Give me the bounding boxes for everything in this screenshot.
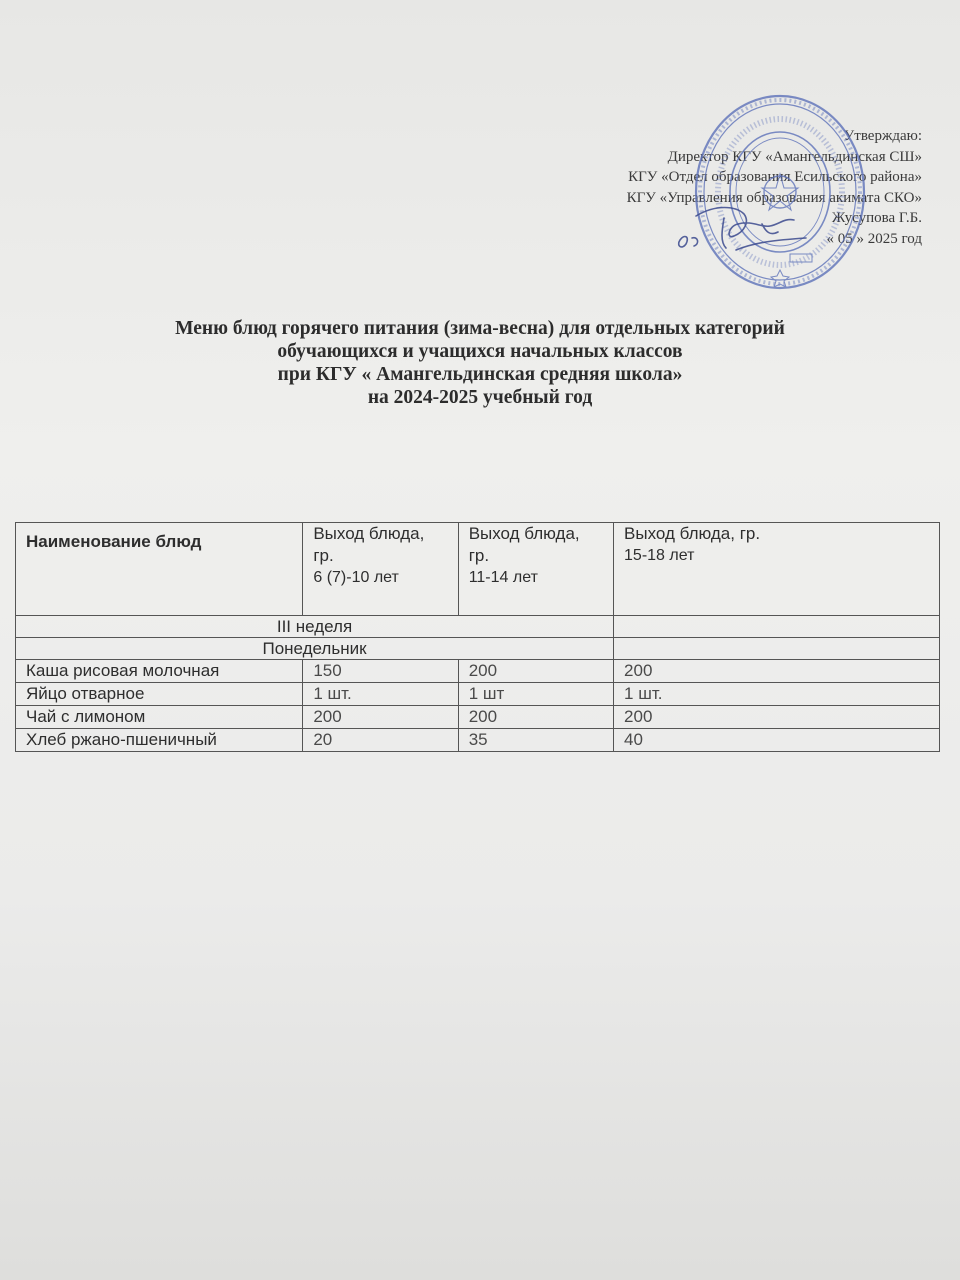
dish-name: Яйцо отварное [16,683,303,706]
yield-11-14: 1 шт [458,683,613,706]
yield-15-18: 200 [614,706,940,729]
yield-11-14: 200 [458,660,613,683]
empty-cell [614,638,940,660]
header-yield-6-10 [303,523,458,616]
table-row [16,683,940,706]
header-age: 11-14 лет [468,569,538,586]
header-dish-name: Наименование блюд [16,523,303,616]
header-yield-15-18 [614,523,940,616]
approval-line: КГУ «Управления образования акимата СКО» [626,189,922,206]
header-yield-11-14 [458,523,613,616]
yield-11-14: 35 [458,729,613,752]
yield-6-10: 1 шт. [303,683,458,706]
header-label: Выход блюда, гр. [313,524,425,565]
yield-15-18: 200 [614,660,940,683]
yield-11-14: 200 [458,706,613,729]
day-row [16,638,940,660]
signature-icon [666,196,816,266]
yield-6-10: 150 [303,660,458,683]
title-line: при КГУ « Амангельдинская средняя школа» [277,364,683,385]
approval-line: Жусупова Г.Б. [831,210,922,226]
day-label: Понедельник [16,638,614,660]
dish-name: Каша рисовая молочная [16,660,303,683]
document-title [40,317,920,409]
approval-line: « 05 » 2025 год [826,230,922,247]
yield-15-18: 1 шт. [614,683,940,706]
yield-6-10: 200 [303,706,458,729]
header-age: 6 (7)-10 лет [313,569,399,586]
table-row [16,729,940,752]
approval-line: Директор КГУ «Амангельдинская СШ» [667,148,922,165]
table-row [16,706,940,729]
week-row [16,616,940,638]
header-age: 15-18 лет [624,547,695,564]
week-label: III неделя [16,616,614,638]
approval-line: КГУ «Отдел образования Есильского района» [628,169,922,185]
empty-cell [614,616,940,638]
approval-line: Утверждаю: [843,128,922,144]
header-label: Выход блюда, гр. [468,524,580,565]
title-line: обучающихся и учащихся начальных классов [277,341,683,362]
title-line: Меню блюд горячего питания (зима-весна) для отдельных категорий [175,318,785,339]
dish-name: Чай с лимоном [16,706,303,729]
table-row [16,660,940,683]
yield-15-18: 40 [614,729,940,752]
menu-table [15,522,940,752]
table-header-row [16,523,940,616]
dish-name: Хлеб ржано-пшеничный [16,729,303,752]
title-line: на 2024-2025 учебный год [367,387,593,408]
header-label: Выход блюда, гр. [624,524,761,543]
yield-6-10: 20 [303,729,458,752]
